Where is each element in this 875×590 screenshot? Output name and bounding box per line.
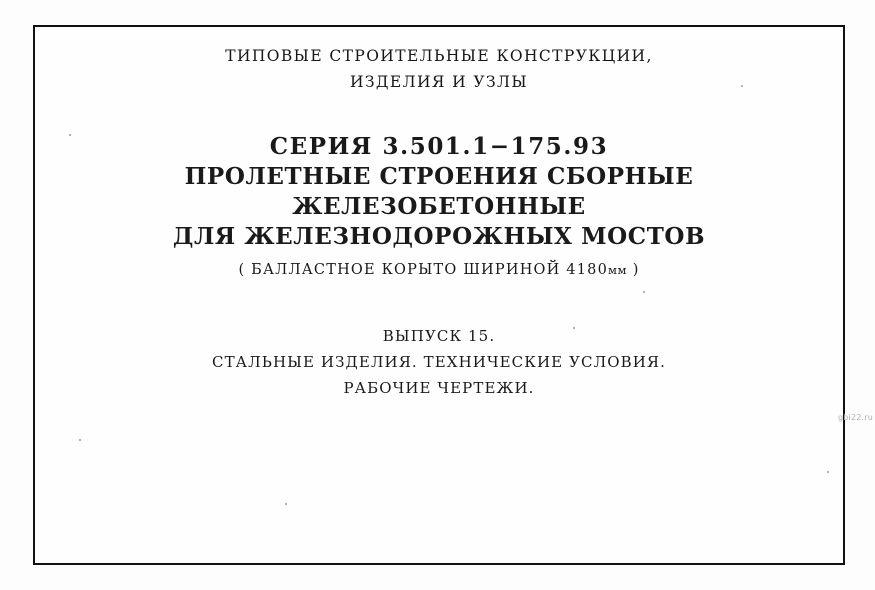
issue-line-2: СТАЛЬНЫЕ ИЗДЕЛИЯ. ТЕХНИЧЕСКИЕ УСЛОВИЯ. — [212, 353, 666, 371]
scan-speck — [69, 134, 71, 136]
heading-line-1: ТИПОВЫЕ СТРОИТЕЛЬНЫЕ КОНСТРУКЦИИ, — [225, 47, 653, 65]
subtitle-prefix: ( БАЛЛАСТНОЕ КОРЫТО ШИРИНОЙ 4180 — [238, 262, 608, 278]
heading-line-2: ИЗДЕЛИЯ И УЗЛЫ — [349, 73, 529, 91]
title-subtitle — [35, 255, 843, 285]
drawing-frame-border — [33, 25, 845, 565]
title-block — [35, 131, 843, 285]
scan-speck — [285, 503, 287, 505]
drawing-frame-inner — [35, 27, 843, 563]
issue-line-3: РАБОЧИЕ ЧЕРТЕЖИ. — [343, 379, 535, 397]
series-number: СЕРИЯ 3.501.1−175.93 — [269, 133, 609, 160]
subtitle-unit: мм — [608, 263, 627, 277]
scan-speck — [741, 85, 743, 87]
heading-block — [35, 43, 843, 95]
issue-line-1: ВЫПУСК 15. — [382, 327, 496, 345]
subtitle-suffix: ) — [626, 262, 640, 278]
issue-block — [35, 323, 843, 401]
scan-speck — [79, 439, 81, 441]
watermark-text: gbi22.ru — [838, 413, 874, 422]
scan-speck — [573, 327, 575, 329]
scan-speck — [643, 291, 645, 293]
scan-speck — [827, 471, 829, 473]
title-line-1: ПРОЛЕТНЫЕ СТРОЕНИЯ СБОРНЫЕ — [184, 163, 694, 190]
title-line-2: ЖЕЛЕЗОБЕТОННЫЕ — [292, 193, 586, 220]
title-line-3: ДЛЯ ЖЕЛЕЗНОДОРОЖНЫХ МОСТОВ — [172, 223, 706, 250]
